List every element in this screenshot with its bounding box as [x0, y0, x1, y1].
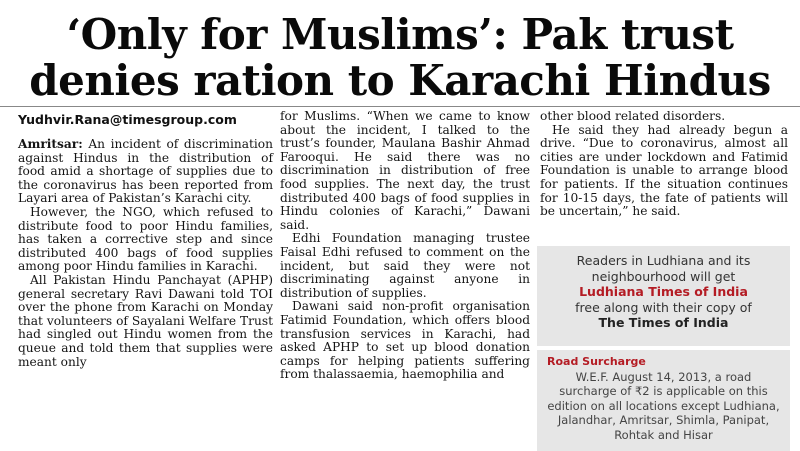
notice-brand: Ludhiana Times of India [579, 284, 748, 299]
headline [0, 0, 800, 105]
article-column-2 [280, 110, 530, 382]
dateline: Amritsar: [18, 137, 83, 151]
headline-line-2: denies ration to Karachi Hindus [29, 56, 771, 105]
article-column-3 [540, 110, 788, 219]
notice-line: free along with their copy of [575, 299, 752, 315]
road-surcharge-box [537, 350, 790, 451]
notice-line: Readers in Ludhiana and its [576, 253, 751, 268]
paragraph: Dawani said non-profit organisation Fatimid Foundation, which offers blood transfusion services in Karachi, had asked APHP to set up blood donation camps for helping patients suffering from thalassaemia, haemophilia and [280, 299, 530, 382]
paragraph-text: An incident of discrimination against Hindus in the distribution of food amid a shortage of supplies due to the coronavirus has been reported from Layari area of Pakistan’s Karachi city. [18, 137, 273, 206]
paragraph: All Pakistan Hindu Panchayat (APHP) general secretary Ravi Dawani told TOI over the phone from Karachi on Monday that volunteers of Sayalani Welfare Trust had singled out Hindu women from the queue and told them that supplies were meant only [18, 272, 273, 369]
paragraph: for Muslims. “When we came to know about the incident, I talked to the trust’s founder, Maulana Bashir Ahmad Farooqui. He said there was no discrimination in distribution of free food supplies. The next day, the trust distributed 400 bags of food supplies in Hindu colonies of Karachi,” Dawani said. [280, 109, 530, 232]
readers-notice-box [537, 246, 790, 346]
paragraph: Edhi Foundation managing trustee Faisal Edhi refused to comment on the incident, but said they were not discriminating against anyone in distribution of supplies. [280, 231, 530, 300]
notice-paper-name: The Times of India [598, 315, 729, 330]
surcharge-label: Road Surcharge [547, 355, 646, 368]
notice-line: neighbourhood will get [591, 268, 736, 284]
byline[interactable]: Yudhvir.Rana@timesgroup.com [18, 112, 237, 127]
paragraph: He said they had already begun a drive. “Due to coronavirus, almost all cities are under lockdown and Fatimid Foundation is unable to arrange blood for patients. If the situation continues for 10-15 days, the fate of patients will be uncertain,” he said. [540, 122, 788, 219]
paragraph: However, the NGO, which refused to distribute food to poor Hindu families, has taken a corrective step and since distributed 400 bags of food supplies among poor Hindu families in Karachi. [18, 204, 273, 274]
paragraph: other blood related disorders. [540, 109, 726, 123]
article-column-1 [18, 138, 273, 369]
surcharge-text: W.E.F. August 14, 2013, a road surcharge of ₹2 is applicable on this edition on all locations except Ludhiana, Jalandhar, Amritsar, Shimla, Panipat, Rohtak and Hisar [547, 369, 780, 442]
headline-rule [0, 106, 800, 107]
headline-line-1: ‘Only for Muslims’: Pak trust [66, 10, 734, 59]
paragraph [18, 138, 273, 206]
